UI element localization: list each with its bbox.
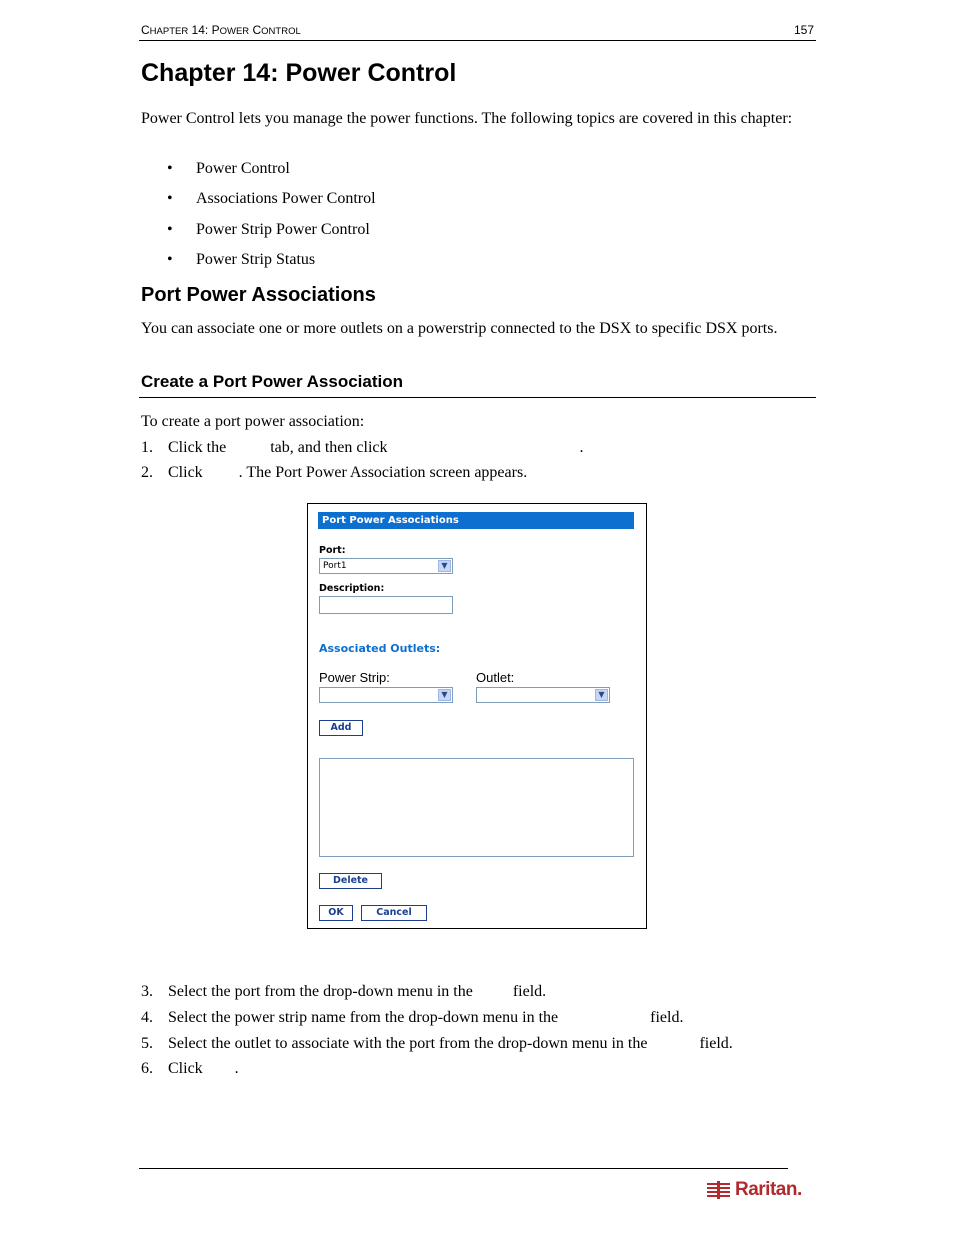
- associations-listbox[interactable]: [319, 758, 634, 857]
- ok-button[interactable]: OK: [319, 905, 353, 921]
- list-item: [167, 250, 376, 280]
- step-item: [141, 463, 527, 483]
- associated-outlets-heading: Associated Outlets:: [319, 642, 441, 655]
- procedure-intro: To create a port power association:: [141, 413, 365, 430]
- intro-paragraph: Power Control lets you manage the power functions. The following topics are covered in this chapter:: [141, 110, 793, 127]
- list-item: [167, 159, 376, 189]
- description-field[interactable]: [319, 596, 453, 614]
- step-number: 1.: [141, 439, 153, 456]
- bullet-icon: •: [167, 220, 173, 238]
- outlet-label: Outlet:: [476, 670, 515, 685]
- delete-button[interactable]: Delete: [319, 873, 382, 889]
- power-strip-label: Power Strip:: [319, 670, 390, 685]
- header-text: C: [141, 23, 150, 37]
- step-item: [141, 982, 546, 1002]
- step-text: Select the outlet to associate with the port from the drop-down menu in the field.: [168, 1035, 733, 1052]
- header-text: ONTROL: [261, 26, 301, 37]
- header-divider: [139, 40, 816, 41]
- cancel-button[interactable]: Cancel: [361, 905, 427, 921]
- bullet-icon: •: [167, 250, 173, 268]
- step-item: [141, 438, 584, 458]
- step-number: 6.: [141, 1060, 153, 1077]
- outlet-select[interactable]: [476, 687, 610, 703]
- raritan-logo-icon: [705, 1179, 733, 1203]
- section-title: Port Power Associations: [141, 284, 376, 306]
- header-text: P: [211, 23, 220, 37]
- subsection-title: Create a Port Power Association: [141, 372, 404, 391]
- list-item-text: Power Strip Status: [196, 250, 316, 268]
- footer-divider: [139, 1168, 788, 1169]
- step-text: Select the power strip name from the drop-down menu in the field.: [168, 1009, 684, 1026]
- list-item-text: Power Strip Power Control: [196, 220, 370, 238]
- step-number: 3.: [141, 983, 153, 1000]
- step-text: Click .: [168, 1060, 239, 1077]
- step-text: Click . The Port Power Association screen appears.: [168, 464, 528, 481]
- step-item: [141, 1059, 239, 1079]
- list-item: [167, 220, 376, 250]
- bullet-icon: •: [167, 190, 173, 208]
- port-select[interactable]: [319, 558, 453, 574]
- description-label: Description:: [319, 583, 385, 594]
- header-text: 14:: [188, 23, 212, 37]
- raritan-logo-wordmark: Raritan.: [735, 1179, 802, 1200]
- step-text: Click the tab, and then click .: [168, 439, 584, 456]
- chevron-down-icon: ▼: [438, 689, 451, 701]
- panel-title: Port Power Associations: [318, 512, 634, 529]
- step-number: 2.: [141, 464, 153, 481]
- section-paragraph: You can associate one or more outlets on a powerstrip connected to the DSX to specific DSX ports.: [141, 320, 778, 337]
- header-text: HAPTER: [149, 26, 189, 37]
- add-button[interactable]: Add: [319, 720, 363, 736]
- subsection-divider: [139, 397, 816, 398]
- list-item-text: Associations Power Control: [196, 190, 376, 208]
- step-item: [141, 1008, 683, 1028]
- power-strip-select[interactable]: [319, 687, 453, 703]
- topic-list: [167, 159, 376, 280]
- list-item: [167, 189, 376, 219]
- step-item: [141, 1034, 733, 1054]
- step-text: Select the port from the drop-down menu in the field.: [168, 983, 547, 1000]
- step-number: 4.: [141, 1009, 153, 1026]
- page-number: 157: [793, 23, 814, 37]
- header-text: C: [249, 23, 262, 37]
- port-power-associations-screenshot: [307, 503, 647, 929]
- port-label: Port:: [319, 545, 346, 556]
- chevron-down-icon: ▼: [595, 689, 608, 701]
- running-header: [141, 23, 301, 37]
- step-number: 5.: [141, 1035, 153, 1052]
- raritan-logo: [705, 1179, 815, 1203]
- chapter-title: Chapter 14: Power Control: [141, 59, 457, 87]
- port-select-value: Port1: [323, 561, 347, 571]
- header-text: OWER: [219, 26, 250, 37]
- bullet-icon: •: [167, 160, 173, 177]
- chevron-down-icon: ▼: [438, 560, 451, 572]
- list-item-text: Power Control: [196, 160, 290, 177]
